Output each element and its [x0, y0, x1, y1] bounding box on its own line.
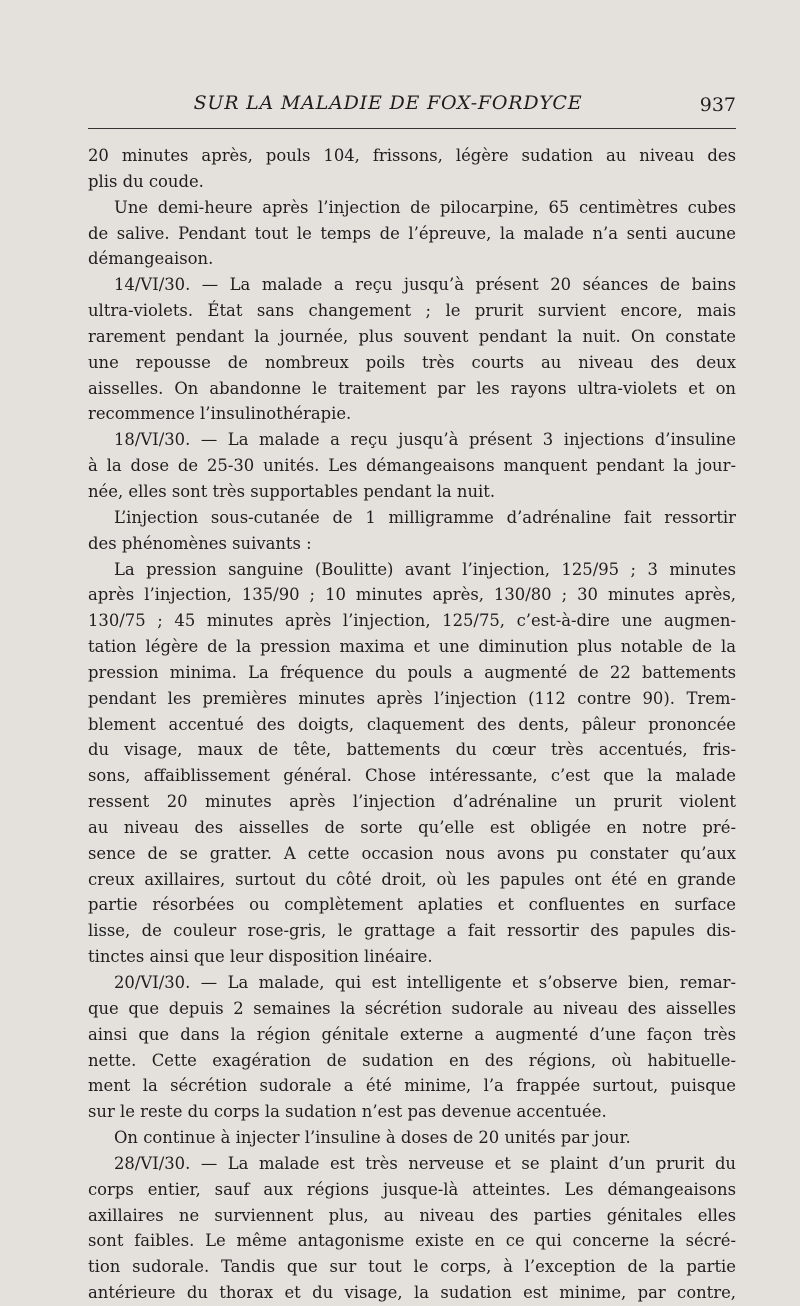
text-line: axillaires ne surviennent plus, au niveau des parties génitales elles — [88, 1205, 736, 1225]
running-head — [88, 92, 736, 120]
text-line: Une demi-heure après l’injection de pilocarpine, 65 centimètres cubes — [114, 197, 736, 217]
text-line: rarement pendant la journée, plus souvent pendant la nuit. On constate — [88, 326, 736, 346]
text-line: sont faibles. Le même antagonisme existe en ce qui concerne la sécré- — [88, 1231, 736, 1251]
header-rule — [88, 128, 736, 129]
text-line: 14/VI/30. — La malade a reçu jusqu’à présent 20 séances de bains — [114, 275, 736, 295]
text-line: corps entier, sauf aux régions jusque-là atteintes. Les démangeaisons — [88, 1179, 736, 1199]
text-line: sence de se gratter. A cette occasion nous avons pu constater qu’aux — [88, 843, 736, 863]
running-title: SUR LA MALADIE DE FOX-FORDYCE — [193, 92, 583, 114]
text-line: tinctes ainsi que leur disposition linéaire. — [88, 947, 433, 967]
text-line: ment la sécrétion sudorale a été minime, l’a frappée surtout, puisque — [88, 1076, 736, 1096]
text-line: 130/75 ; 45 minutes après l’injection, 125/75, c’est-à-dire une augmen- — [88, 611, 736, 631]
text-line: démangeaison. — [88, 249, 214, 269]
text-line: une repousse de nombreux poils très courts au niveau des deux — [88, 352, 736, 372]
text-line: creux axillaires, surtout du côté droit, où les papules ont été en grande — [88, 869, 736, 889]
body-text — [88, 143, 736, 1306]
text-line: recommence l’insulinothérapie. — [88, 404, 352, 424]
text-line: 18/VI/30. — La malade a reçu jusqu’à présent 3 injections d’insuline — [114, 430, 736, 450]
text-line: pendant les premières minutes après l’injection (112 contre 90). Trem- — [88, 688, 736, 708]
text-line: à la dose de 25-30 unités. Les démangeaisons manquent pendant la jour- — [88, 456, 736, 476]
text-line: plis du coude. — [88, 171, 204, 191]
text-line: tation légère de la pression maxima et une diminution plus notable de la — [88, 637, 736, 657]
text-line: tion sudorale. Tandis que sur tout le corps, à l’exception de la partie — [88, 1257, 736, 1277]
text-line: des phénomènes suivants : — [88, 533, 312, 553]
text-line: partie résorbées ou complètement aplaties et confluentes en surface — [88, 895, 736, 915]
text-line: née, elles sont très supportables pendant la nuit. — [88, 481, 496, 501]
text-line: ultra-violets. État sans changement ; le prurit survient encore, mais — [88, 301, 736, 321]
text-line: ainsi que dans la région génitale externe a augmenté d’une façon très — [88, 1024, 736, 1044]
text-line: que que depuis 2 semaines la sécrétion sudorale au niveau des aisselles — [88, 998, 736, 1018]
text-line: blement accentué des doigts, claquement des dents, pâleur prononcée — [88, 714, 736, 734]
page-number: 937 — [699, 94, 736, 116]
text-line: au niveau des aisselles de sorte qu’elle est obligée en notre pré- — [88, 817, 736, 837]
text-line: 20 minutes après, pouls 104, frissons, légère sudation au niveau des — [88, 146, 736, 165]
text-line: de salive. Pendant tout le temps de l’épreuve, la malade n’a senti aucune — [88, 223, 736, 243]
text-line: du visage, maux de tête, battements du cœur très accentués, fris- — [88, 740, 736, 760]
text-line: ressent 20 minutes après l’injection d’adrénaline un prurit violent — [88, 792, 736, 812]
text-line: L’injection sous-cutanée de 1 milligramme d’adrénaline fait ressortir — [114, 507, 736, 527]
text-line: La pression sanguine (Boulitte) avant l’injection, 125/95 ; 3 minutes — [114, 559, 736, 579]
text-line: 20/VI/30. — La malade, qui est intelligente et s’observe bien, remar- — [114, 973, 736, 992]
text-line: pression minima. La fréquence du pouls a augmenté de 22 battements — [88, 662, 736, 682]
text-line: aisselles. On abandonne le traitement par les rayons ultra-violets et on — [88, 378, 736, 398]
text-line: sur le reste du corps la sudation n’est pas devenue accentuée. — [88, 1102, 607, 1122]
text-line: nette. Cette exagération de sudation en des régions, où habituelle- — [88, 1050, 736, 1070]
text-line: après l’injection, 135/90 ; 10 minutes après, 130/80 ; 30 minutes après, — [88, 585, 736, 605]
text-line: 28/VI/30. — La malade est très nerveuse et se plaint d’un prurit du — [114, 1153, 736, 1173]
text-line: antérieure du thorax et du visage, la sudation est minime, par contre, — [88, 1283, 736, 1303]
text-line: On continue à injecter l’insuline à doses de 20 unités par jour. — [114, 1128, 631, 1148]
text-line: sons, affaiblissement général. Chose intéressante, c’est que la malade — [88, 766, 736, 786]
text-line: lisse, de couleur rose-gris, le grattage a fait ressortir des papules dis- — [88, 921, 736, 941]
